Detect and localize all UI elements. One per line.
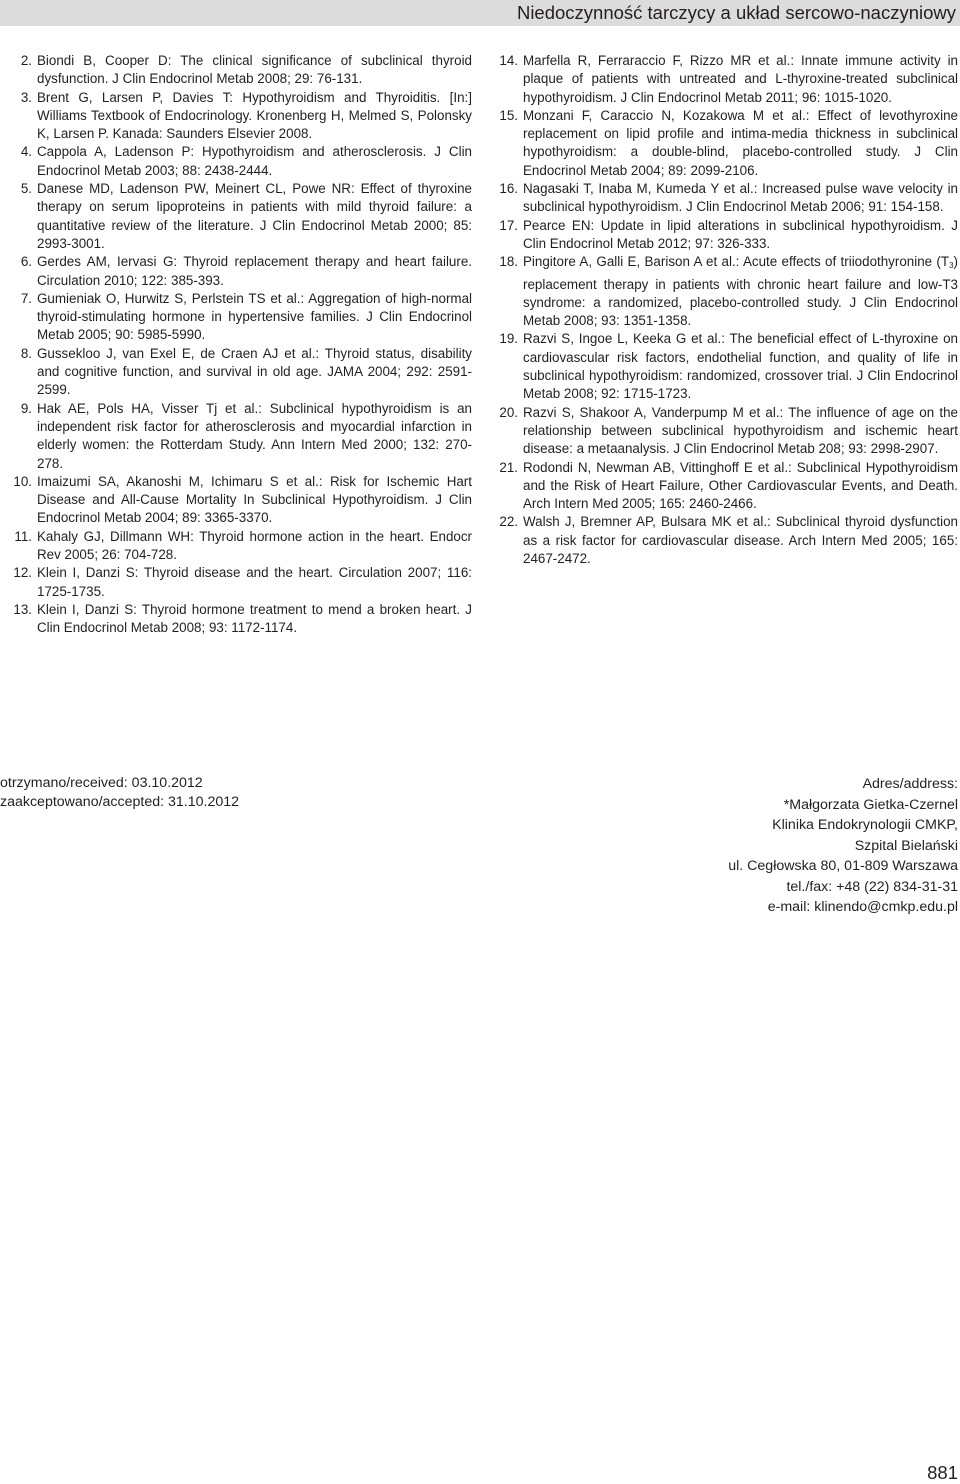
reference-item — [496, 513, 958, 568]
reference-item — [496, 459, 958, 514]
reference-text: Monzani F, Caraccio N, Kozakowa M et al.: Effect of levothyroxine replacement on lipid profile and intima-media thickness in subclinical hypothyroidism: a double-blind, placebo-controlled study. J Clin Endocrinol Metab 2004; 89: 2099-2106. — [523, 107, 958, 178]
reference-item — [10, 143, 472, 180]
received-dates — [0, 774, 239, 812]
header-bar — [0, 0, 960, 26]
reference-number: 11. — [14, 528, 32, 544]
references-column-right — [496, 52, 958, 568]
reference-number: 4. — [20, 144, 32, 160]
reference-text — [523, 254, 958, 328]
correspondence-address — [728, 774, 958, 918]
reference-number: 10. — [13, 473, 32, 489]
reference-text: Cappola A, Ladenson P: Hypothyroidism and atherosclerosis. J Clin Endocrinol Metab 2003; 88: 2438-2444. — [37, 144, 472, 178]
reference-text: Rodondi N, Newman AB, Vittinghoff E et al.: Subclinical Hypothyroidism and the Risk of Heart Failure, Other Cardiovascular Events, and Death. Arch Intern Med 2005; 165: 2460-2466. — [523, 459, 958, 512]
reference-number: 14. — [499, 53, 518, 68]
subscript-3: 3 — [949, 261, 954, 271]
hospital-name: Szpital Bielański — [854, 837, 958, 854]
phone-fax: tel./fax: +48 (22) 834-31-31 — [786, 878, 958, 895]
reference-text: Klein I, Danzi S: Thyroid disease and the heart. Circulation 2007; 116: 1725-1735. — [37, 565, 472, 599]
reference-item — [496, 52, 958, 107]
reference-text-start: Pingitore A, Galli E, Barison A et al.: Acute effects of triiodothyronine (T — [523, 254, 950, 270]
reference-text: Hak AE, Pols HA, Visser Tj et al.: Subclinical hypothyroidism is an independent risk factor for atherosclerosis and myocardial infarction in elderly women: the Rotterdam Study. Ann Intern Med 2000; 132: 270-278. — [37, 400, 472, 471]
reference-item — [10, 564, 472, 601]
reference-number: 19. — [499, 331, 518, 347]
reference-number: 2. — [20, 53, 32, 68]
reference-item — [10, 89, 472, 144]
reference-number: 7. — [20, 290, 32, 306]
reference-number: 22. — [499, 514, 518, 530]
street-address: ul. Cegłowska 80, 01-809 Warszawa — [728, 858, 958, 874]
reference-number: 8. — [20, 345, 32, 361]
reference-text: Razvi S, Shakoor A, Vanderpump M et al.: The influence of age on the relationship between subclinical hypothyroidism and ischemic heart disease: a metaanalysis. J Clin Endocrinol Metab 208; 93: 2998-2907. — [523, 404, 958, 457]
reference-item — [10, 601, 472, 638]
author-name: *Małgorzata Gietka-Czernel — [783, 796, 958, 813]
reference-text: Biondi B, Cooper D: The clinical significance of subclinical thyroid dysfunction. J Clin Endocrinol Metab 2008; 29: 76-131. — [37, 53, 472, 87]
email-address: e-mail: klinendo@cmkp.edu.pl — [767, 899, 958, 915]
reference-text: Kahaly GJ, Dillmann WH: Thyroid hormone action in the heart. Endocr Rev 2005; 26: 704-728. — [37, 528, 472, 563]
reference-number: 12. — [13, 565, 32, 581]
reference-item — [496, 330, 958, 403]
reference-item — [10, 345, 472, 400]
reference-number: 3. — [20, 89, 32, 105]
reference-text: Klein I, Danzi S: Thyroid hormone treatment to mend a broken heart. J Clin Endocrinol Metab 2008; 93: 1172-1174. — [37, 601, 472, 636]
reference-number: 5. — [20, 181, 32, 197]
page-number: 881 — [927, 1462, 958, 1483]
reference-item — [496, 217, 958, 254]
reference-item — [10, 528, 472, 565]
reference-number: 6. — [20, 254, 32, 270]
reference-text-end: ) replacement therapy in patients with chronic heart failure and low-T3 syndrome: a randomized, placebo-controlled study. J Clin Endocrinol Metab 2008; 93: 1351-1358. — [523, 254, 958, 329]
reference-text: Walsh J, Bremner AP, Bulsara MK et al.: Subclinical thyroid dysfunction as a risk factor for cardiovascular disease. Arch Intern Med 2005; 165: 2467-2472. — [523, 514, 958, 567]
clinic-name: Klinika Endokrynologii CMKP, — [772, 817, 958, 833]
reference-number: 15. — [499, 107, 518, 123]
reference-text: Pearce EN: Update in lipid alterations in subclinical hypothyroidism. J Clin Endocrinol Metab 2012; 97: 326-333. — [523, 217, 958, 251]
reference-text: Razvi S, Ingoe L, Keeka G et al.: The beneficial effect of L-thyroxine on cardiovascular risk factors, endothelial function, and quality of life in subclinical hypothyroidism: randomized, crossover trial. J Clin Endocrinol Metab 2008; 92: 1715-1723. — [523, 331, 958, 402]
reference-text: Imaizumi SA, Akanoshi M, Ichimaru S et al.: Risk for Ischemic Hart Disease and All-Cause Mortality In Subclinical Hypothyroidism. J Clin Endocrinol Metab 2004; 89: 3365-3370. — [37, 473, 472, 526]
reference-item — [10, 180, 472, 253]
reference-item — [10, 473, 472, 528]
reference-item — [496, 107, 958, 180]
reference-number: 21. — [499, 459, 518, 475]
reference-item — [10, 290, 472, 345]
reference-item — [10, 400, 472, 473]
reference-number: 9. — [20, 400, 32, 416]
reference-item — [10, 253, 472, 290]
reference-text: Brent G, Larsen P, Davies T: Hypothyroidism and Thyroiditis. [In:] Williams Textbook of Endocrinology. Kronenberg H, Melmed S, Polonsky K, Larsen P. Kanada: Saunders Elsevier 2008. — [37, 89, 472, 142]
address-label: Adres/address: — [862, 776, 958, 792]
reference-text: Gussekloo J, van Exel E, de Craen AJ et al.: Thyroid status, disability and cognitive function, and survival in old age. JAMA 2004; 292: 2591-2599. — [37, 345, 472, 398]
received-date: otrzymano/received: 03.10.2012 — [0, 775, 203, 791]
reference-item — [496, 253, 958, 330]
references-column-left — [10, 52, 472, 638]
reference-text: Marfella R, Ferraraccio F, Rizzo MR et al.: Innate immune activity in plaque of patients with untreated and L-thyroxine-treated subclinical hypothyroidism. J Clin Endocrinol Metab 2011; 96: 1015-1020. — [523, 53, 958, 105]
reference-number: 20. — [499, 404, 518, 420]
reference-text: Danese MD, Ladenson PW, Meinert CL, Powe NR: Effect of thyroxine therapy on serum lipoproteins in patients with mild thyroid failure: a quantitative review of the literature. J Clin Endocrinol Metab 2000; 85: 2993-3001. — [37, 181, 472, 251]
reference-item — [496, 180, 958, 217]
reference-number: 18. — [499, 254, 518, 270]
accepted-date: zaakceptowano/accepted: 31.10.2012 — [0, 794, 240, 810]
reference-text: Gumieniak O, Hurwitz S, Perlstein TS et al.: Aggregation of high-normal thyroid-stimulating hormone in hypertensive families. J Clin Endocrinol Metab 2005; 90: 5985-5990. — [37, 290, 472, 343]
reference-item — [10, 52, 472, 89]
reference-number: 16. — [499, 181, 518, 197]
reference-text: Nagasaki T, Inaba M, Kumeda Y et al.: Increased pulse wave velocity in subclinical hypothyroidism. J Clin Endocrinol Metab 2006; 91: 154-158. — [523, 181, 958, 215]
reference-number: 13. — [13, 601, 32, 617]
reference-item — [496, 404, 958, 459]
running-title: Niedoczynność tarczycy a układ sercowo-naczyniowy — [516, 2, 956, 23]
reference-text: Gerdes AM, Iervasi G: Thyroid replacement therapy and heart failure. Circulation 2010; 122: 385-393. — [37, 254, 472, 288]
reference-number: 17. — [499, 217, 518, 233]
